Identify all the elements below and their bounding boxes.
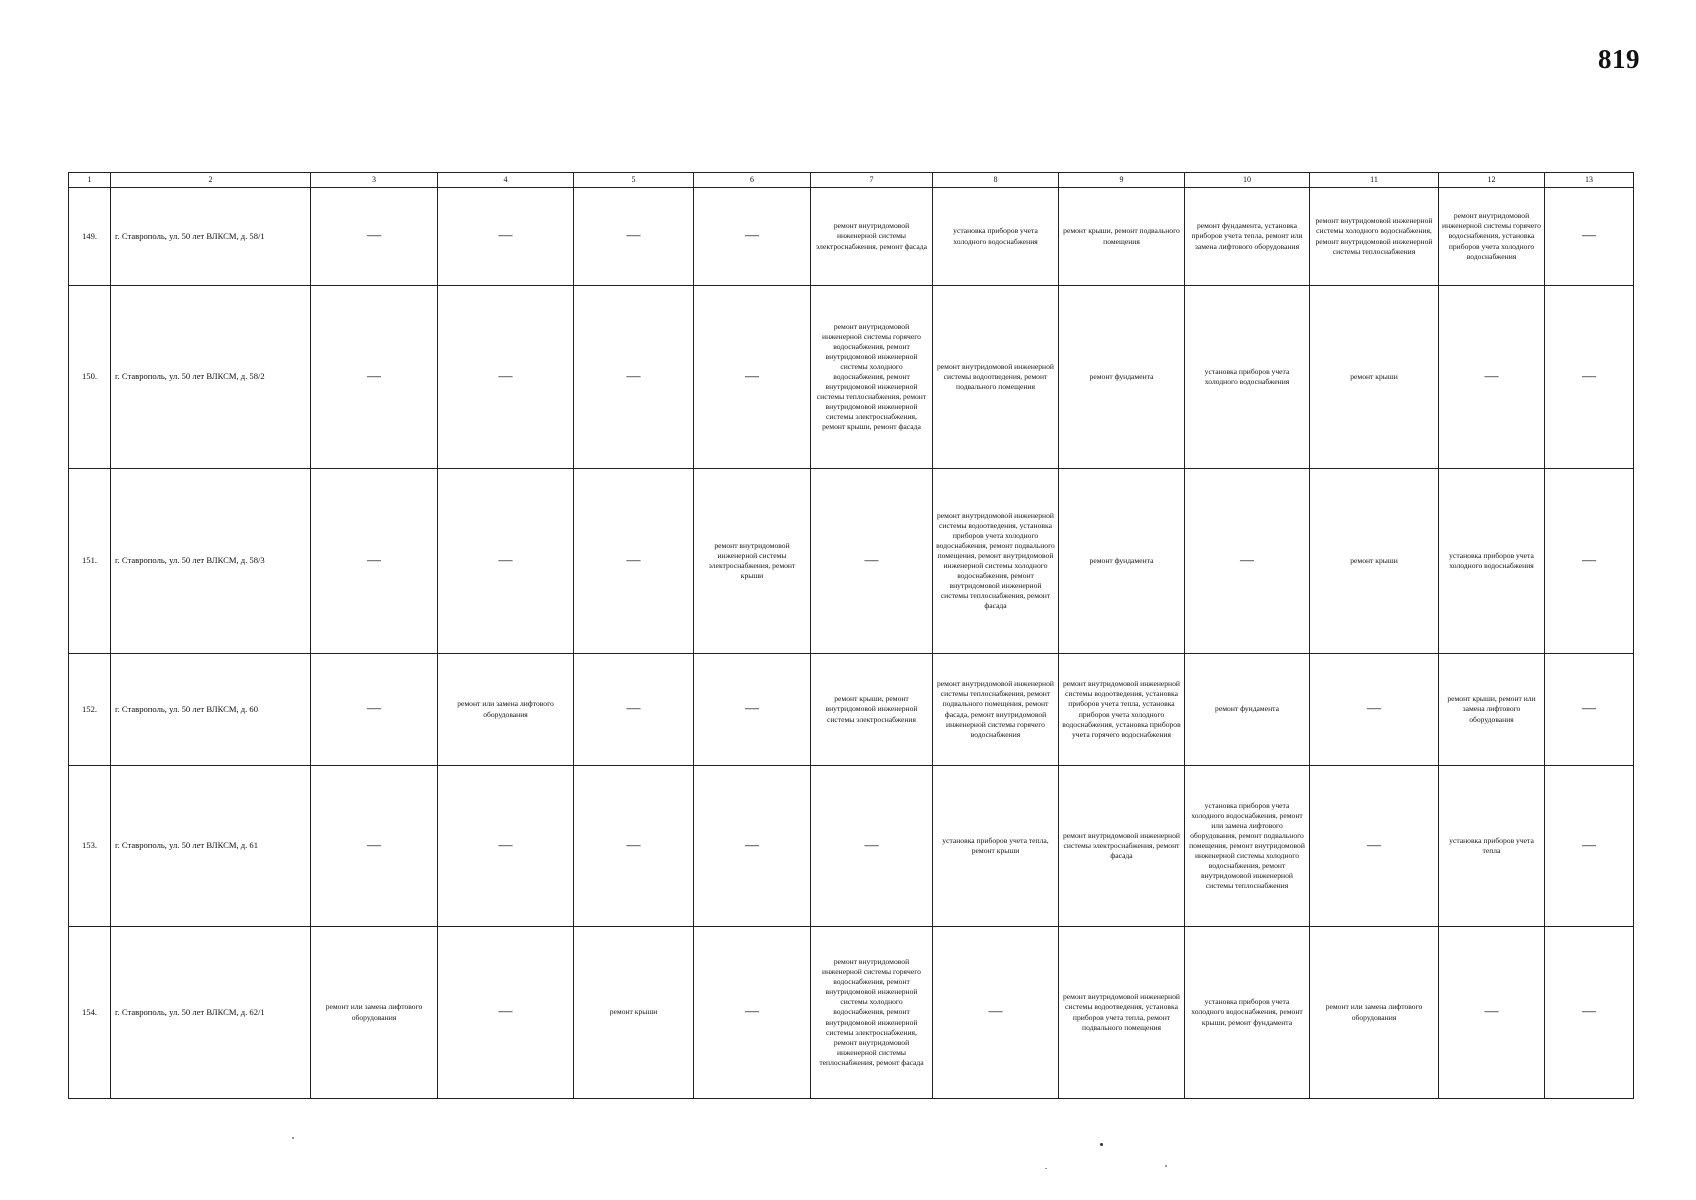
address-cell: г. Ставрополь, ул. 50 лет ВЛКСМ, д. 58/1	[111, 188, 311, 286]
table-cell: —	[438, 766, 574, 927]
table-cell: —	[1545, 286, 1634, 469]
table-cell: ремонт внутридомовой инженерной системы горячего водоснабжения, ремонт внутридомовой инженерной системы холодного водоснабжения, ремонт внутридомовой инженерной системы электроснабжения, ремонт внутридомовой инженерной системы теплоснабжения, ремонт фасада	[811, 927, 933, 1099]
table-cell: —	[438, 188, 574, 286]
repair-schedule-table	[68, 172, 1634, 1099]
table-cell: ремонт внутридомовой инженерной системы электроснабжения, ремонт фасада	[811, 188, 933, 286]
column-number: 2	[111, 173, 311, 188]
column-number: 8	[933, 173, 1059, 188]
column-number: 13	[1545, 173, 1634, 188]
column-number: 7	[811, 173, 933, 188]
column-number: 1	[69, 173, 111, 188]
table-cell: ремонт фундамента, установка приборов учета тепла, ремонт или замена лифтового оборудования	[1185, 188, 1310, 286]
table-cell: ремонт внутридомовой инженерной системы горячего водоснабжения, установка приборов учета холодного водоснабжения	[1439, 188, 1545, 286]
scan-speck	[1165, 1165, 1167, 1167]
table-cell: установка приборов учета холодного водоснабжения	[933, 188, 1059, 286]
table-cell: —	[574, 766, 694, 927]
column-number: 11	[1310, 173, 1439, 188]
table-cell: —	[438, 469, 574, 654]
table-cell: —	[574, 286, 694, 469]
table-cell: —	[311, 286, 438, 469]
table-cell: —	[1439, 927, 1545, 1099]
table-cell: ремонт крыши	[1310, 286, 1439, 469]
row-number: 150.	[69, 286, 111, 469]
table-cell: ремонт внутридомовой инженерной системы теплоснабжения, ремонт подвального помещения, ремонт фасада, ремонт внутридомовой инженерной системы горячего водоснабжения	[933, 654, 1059, 766]
table-cell: ремонт внутридомовой инженерной системы электроснабжения, ремонт крыши	[694, 469, 811, 654]
table-cell: ремонт внутридомовой инженерной системы горячего водоснабжения, ремонт внутридомовой инженерной системы холодного водоснабжения, ремонт внутридомовой инженерной системы теплоснабжения, ремонт внутридомовой инженерной системы электроснабжения, ремонт крыши, ремонт фасада	[811, 286, 933, 469]
table-cell: —	[933, 927, 1059, 1099]
table-cell: установка приборов учета тепла, ремонт крыши	[933, 766, 1059, 927]
scan-speck	[1100, 1143, 1103, 1146]
table-cell: ремонт внутридомовой инженерной системы электроснабжения, ремонт фасада	[1059, 766, 1185, 927]
table-cell: установка приборов учета холодного водоснабжения, ремонт крыши, ремонт фундамента	[1185, 927, 1310, 1099]
address-cell: г. Ставрополь, ул. 50 лет ВЛКСМ, д. 61	[111, 766, 311, 927]
table-cell: ремонт или замена лифтового оборудования	[1310, 927, 1439, 1099]
table-cell: установка приборов учета тепла	[1439, 766, 1545, 927]
table-cell: ремонт или замена лифтового оборудования	[438, 654, 574, 766]
table-row	[69, 766, 1634, 927]
table-cell: —	[694, 766, 811, 927]
table-cell: ремонт крыши	[574, 927, 694, 1099]
table-cell: ремонт фундамента	[1059, 286, 1185, 469]
table-cell: установка приборов учета холодного водоснабжения	[1185, 286, 1310, 469]
table-row	[69, 286, 1634, 469]
table-cell: —	[1545, 188, 1634, 286]
column-number: 6	[694, 173, 811, 188]
table-cell: ремонт фундамента	[1059, 469, 1185, 654]
scan-speck	[292, 1137, 294, 1139]
table-cell: установка приборов учета холодного водоснабжения, ремонт или замена лифтового оборудования, ремонт подвального помещения, ремонт внутридомовой инженерной системы холодного водоснабжения, ремонт внутридомовой инженерной системы теплоснабжения	[1185, 766, 1310, 927]
table-cell: —	[1545, 927, 1634, 1099]
table-cell: —	[694, 927, 811, 1099]
row-number: 151.	[69, 469, 111, 654]
table-cell: ремонт внутридомовой инженерной системы холодного водоснабжения, ремонт внутридомовой инженерной системы теплоснабжения	[1310, 188, 1439, 286]
table-cell: —	[438, 927, 574, 1099]
table-cell: —	[1310, 654, 1439, 766]
row-number: 152.	[69, 654, 111, 766]
table-cell: —	[811, 469, 933, 654]
address-cell: г. Ставрополь, ул. 50 лет ВЛКСМ, д. 58/3	[111, 469, 311, 654]
table-cell: ремонт крыши, ремонт или замена лифтового оборудования	[1439, 654, 1545, 766]
table-cell: —	[574, 188, 694, 286]
table-cell: —	[1439, 286, 1545, 469]
table-cell: ремонт фундамента	[1185, 654, 1310, 766]
page-number: 819	[1598, 44, 1640, 74]
table-cell: ремонт или замена лифтового оборудования	[311, 927, 438, 1099]
table-cell: —	[694, 654, 811, 766]
table-row	[69, 188, 1634, 286]
row-number: 149.	[69, 188, 111, 286]
table-cell: ремонт внутридомовой инженерной системы водоотведения, установка приборов учета тепла, ремонт подвального помещения	[1059, 927, 1185, 1099]
column-number-row	[69, 173, 1634, 188]
address-cell: г. Ставрополь, ул. 50 лет ВЛКСМ, д. 60	[111, 654, 311, 766]
column-number: 12	[1439, 173, 1545, 188]
column-number: 9	[1059, 173, 1185, 188]
table-cell: установка приборов учета холодного водоснабжения	[1439, 469, 1545, 654]
table-cell: —	[311, 766, 438, 927]
column-number: 10	[1185, 173, 1310, 188]
table-cell: —	[811, 766, 933, 927]
table-row	[69, 654, 1634, 766]
table-cell: ремонт внутридомовой инженерной системы водоотведения, установка приборов учета тепла, установка приборов учета холодного водоснабжения, установка приборов учета горячего водоснабжения	[1059, 654, 1185, 766]
scan-speck	[1045, 1168, 1047, 1169]
table-cell: ремонт внутридомовой инженерной системы водоотведения, ремонт подвального помещения	[933, 286, 1059, 469]
table-cell: —	[574, 469, 694, 654]
table-cell: ремонт крыши, ремонт подвального помещения	[1059, 188, 1185, 286]
table-cell: —	[1185, 469, 1310, 654]
row-number: 153.	[69, 766, 111, 927]
row-number: 154.	[69, 927, 111, 1099]
table-cell: ремонт внутридомовой инженерной системы водоотведения, установка приборов учета холодного водоснабжения, ремонт подвального помещения, ремонт внутридомовой инженерной системы холодного водоснабжения, ремонт внутридомовой инженерной системы теплоснабжения, ремонт фасада	[933, 469, 1059, 654]
table-cell: ремонт крыши, ремонт внутридомовой инженерной системы электроснабжения	[811, 654, 933, 766]
column-number: 3	[311, 173, 438, 188]
address-cell: г. Ставрополь, ул. 50 лет ВЛКСМ, д. 62/1	[111, 927, 311, 1099]
table-cell: —	[1545, 654, 1634, 766]
table-cell: —	[694, 286, 811, 469]
table-cell: —	[694, 188, 811, 286]
table-row	[69, 469, 1634, 654]
table-row	[69, 927, 1634, 1099]
table-cell: —	[311, 188, 438, 286]
table-cell: —	[311, 654, 438, 766]
table-cell: ремонт крыши	[1310, 469, 1439, 654]
address-cell: г. Ставрополь, ул. 50 лет ВЛКСМ, д. 58/2	[111, 286, 311, 469]
column-number: 5	[574, 173, 694, 188]
table-cell: —	[438, 286, 574, 469]
table-cell: —	[311, 469, 438, 654]
table-cell: —	[1545, 469, 1634, 654]
column-number: 4	[438, 173, 574, 188]
table-cell: —	[1310, 766, 1439, 927]
table-cell: —	[1545, 766, 1634, 927]
table-cell: —	[574, 654, 694, 766]
